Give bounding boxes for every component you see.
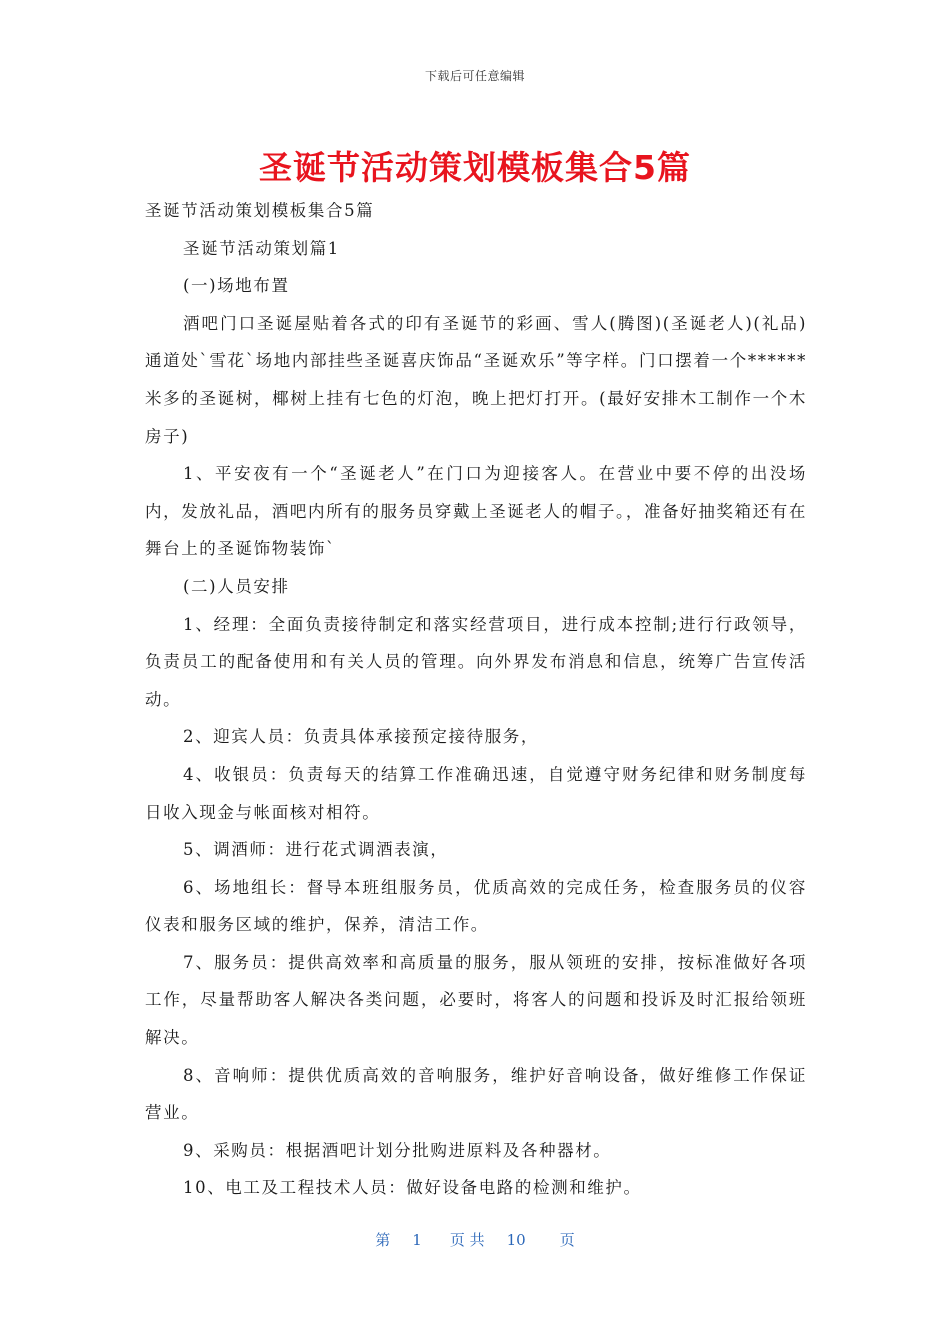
footer-page-prefix: 第 bbox=[375, 1231, 391, 1249]
paragraph-electrician: 10、电工及工程技术人员：做好设备电路的检测和维护。 bbox=[183, 1178, 642, 1198]
paragraph-venue-decoration: 酒吧门口圣诞屋贴着各式的印有圣诞节的彩画、雪人(腾图)(圣诞老人)(礼品)通道处`雪花`场地内部挂些圣诞喜庆饰品“圣诞欢乐”等字样。门口摆着一个******米多的圣诞树，椰树上挂有七色的灯泡，晚上把灯打开。(最好安排木工制作一个木房子) bbox=[145, 313, 807, 446]
footer-total-pages: 10 bbox=[506, 1231, 526, 1249]
paragraph-greeter: 2、迎宾人员：负责具体承接预定接待服务， bbox=[183, 727, 539, 747]
footer-current-page: 1 bbox=[412, 1231, 422, 1249]
paragraph-cashier: 4、收银员：负责每天的结算工作准确迅速，自觉遵守财务纪律和财务制度每日收入现金与帐面核对相符。 bbox=[145, 764, 807, 822]
paragraph-manager: 1、经理：全面负责接待制定和落实经营项目，进行成本控制;进行行政领导，负责员工的配备使用和有关人员的管理。向外界发布消息和信息，统筹广告宣传活动。 bbox=[145, 614, 807, 709]
header-note: 下载后可任意编辑 bbox=[424, 69, 525, 83]
paragraph-sound-engineer: 8、音响师：提供优质高效的音响服务，维护好音响设备，做好维修工作保证营业。 bbox=[145, 1065, 807, 1123]
document-title: 圣诞节活动策划模板集合5篇 bbox=[259, 148, 691, 187]
paragraph-subheading-venue: (一)场地布置 bbox=[183, 276, 290, 296]
footer-page-suffix: 页 bbox=[559, 1231, 575, 1249]
paragraph-purchaser: 9、采购员：根据酒吧计划分批购进原料及各种器材。 bbox=[183, 1140, 612, 1160]
page-footer bbox=[0, 1229, 950, 1250]
paragraph-section-heading: 圣诞节活动策划篇1 bbox=[183, 238, 340, 258]
paragraph-floor-leader: 6、场地组长：督导本班组服务员，优质高效的完成任务，检查服务员的仪容仪表和服务区域的维护，保养，清洁工作。 bbox=[145, 877, 807, 935]
document-body bbox=[145, 192, 807, 1207]
paragraph-subtitle: 圣诞节活动策划模板集合5篇 bbox=[145, 201, 375, 220]
footer-page-middle: 页 共 bbox=[449, 1231, 485, 1249]
paragraph-santa-greeting: 1、平安夜有一个“圣诞老人”在门口为迎接客人。在营业中要不停的出没场内，发放礼品，酒吧内所有的服务员穿戴上圣诞老人的帽子。，准备好抽奖箱还有在舞台上的圣诞饰物装饰` bbox=[145, 464, 807, 559]
paragraph-bartender: 5、调酒师：进行花式调酒表演， bbox=[183, 840, 449, 860]
paragraph-waiter: 7、服务员：提供高效率和高质量的服务，服从领班的安排，按标准做好各项工作，尽量帮助客人解决各类问题，必要时，将客人的问题和投诉及时汇报给领班解决。 bbox=[145, 952, 807, 1048]
paragraph-subheading-staff: (二)人员安排 bbox=[183, 576, 290, 596]
